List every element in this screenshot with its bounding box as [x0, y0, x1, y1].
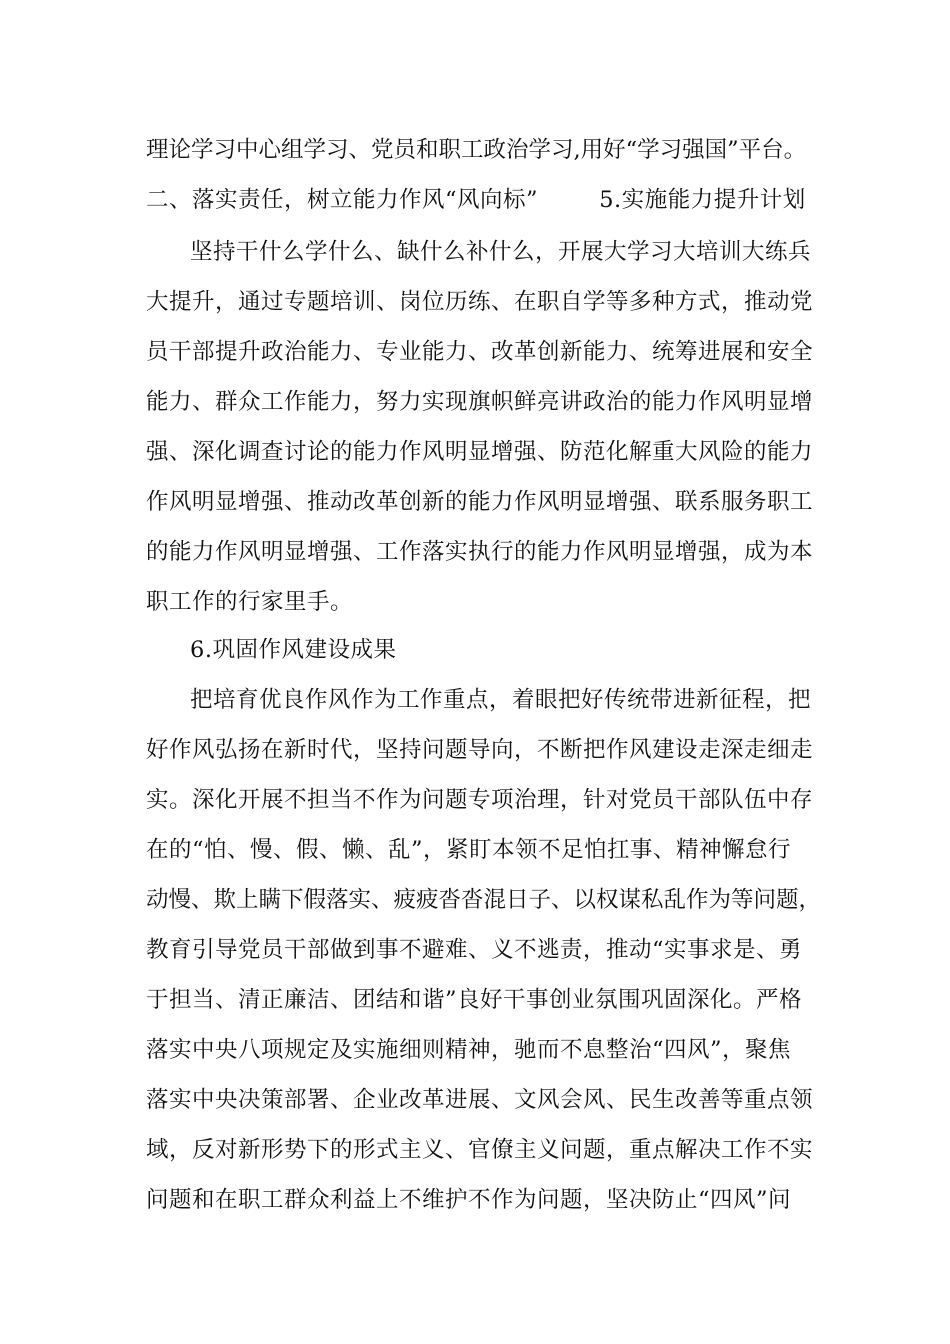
body-text-line: 教育引导党员干部做到事不避难、义不逃责，推动“实事求是、勇: [146, 937, 803, 963]
body-text-line: 坚持干什么学什么、缺什么补什么，开展大学习大培训大练兵: [190, 239, 812, 265]
body-text-line: 理论学习中心组学习、党员和职工政治学习,用好“学习强国”平台。: [146, 137, 807, 163]
body-text-line: 作风明显增强、推动改革创新的能力作风明显增强、联系服务职工: [146, 489, 814, 515]
body-text-line: 实。深化开展不担当不作为问题专项治理，针对党员干部队伍中存: [146, 787, 814, 813]
body-text-line: 能力、群众工作能力，努力实现旗帜鲜亮讲政治的能力作风明显增: [146, 389, 814, 415]
body-text-line: 强、深化调查讨论的能力作风明显增强、防范化解重大风险的能力: [146, 439, 814, 465]
body-text-line: 员干部提升政治能力、专业能力、改革创新能力、统筹进展和安全: [146, 339, 814, 365]
body-text-line: 在的“怕、慢、假、懒、乱”，紧盯本领不足怕扛事、精神懈怠行: [146, 837, 792, 863]
body-text-line: 大提升，通过专题培训、岗位历练、在职自学等多种方式，推动党: [146, 289, 814, 315]
body-text-line: 把培育优良作风作为工作重点，着眼把好传统带进新征程，把: [190, 687, 812, 713]
section-heading: 二、落实责任，树立能力作风“风向标” 5.实施能力提升计划: [146, 187, 806, 213]
body-text-line: 落实中央决策部署、企业改革进展、文风会风、民生改善等重点领: [146, 1087, 814, 1113]
body-text-line: 的能力作风明显增强、工作落实执行的能力作风明显增强，成为本: [146, 539, 814, 565]
body-text-line: 问题和在职工群众利益上不维护不作为问题，坚决防止“四风”问: [146, 1187, 792, 1213]
body-text-line: 于担当、清正廉洁、团结和谐”良好干事创业氛围巩固深化。严格: [146, 987, 803, 1013]
body-text-line: 好作风弘扬在新时代，坚持问题导向，不断把作风建设走深走细走: [146, 737, 814, 763]
body-text-line: 落实中央八项规定及实施细则精神，驰而不息整治“四风”，聚焦: [146, 1037, 792, 1063]
body-text-line: 域，反对新形势下的形式主义、官僚主义问题，重点解决工作不实: [146, 1137, 814, 1163]
subsection-heading: 6.巩固作风建设成果: [190, 637, 397, 663]
body-text-line: 动慢、欺上瞒下假落实、疲疲沓沓混日子、以权谋私乱作为等问题，: [146, 887, 822, 913]
body-text-line: 职工作的行家里手。: [146, 589, 354, 615]
